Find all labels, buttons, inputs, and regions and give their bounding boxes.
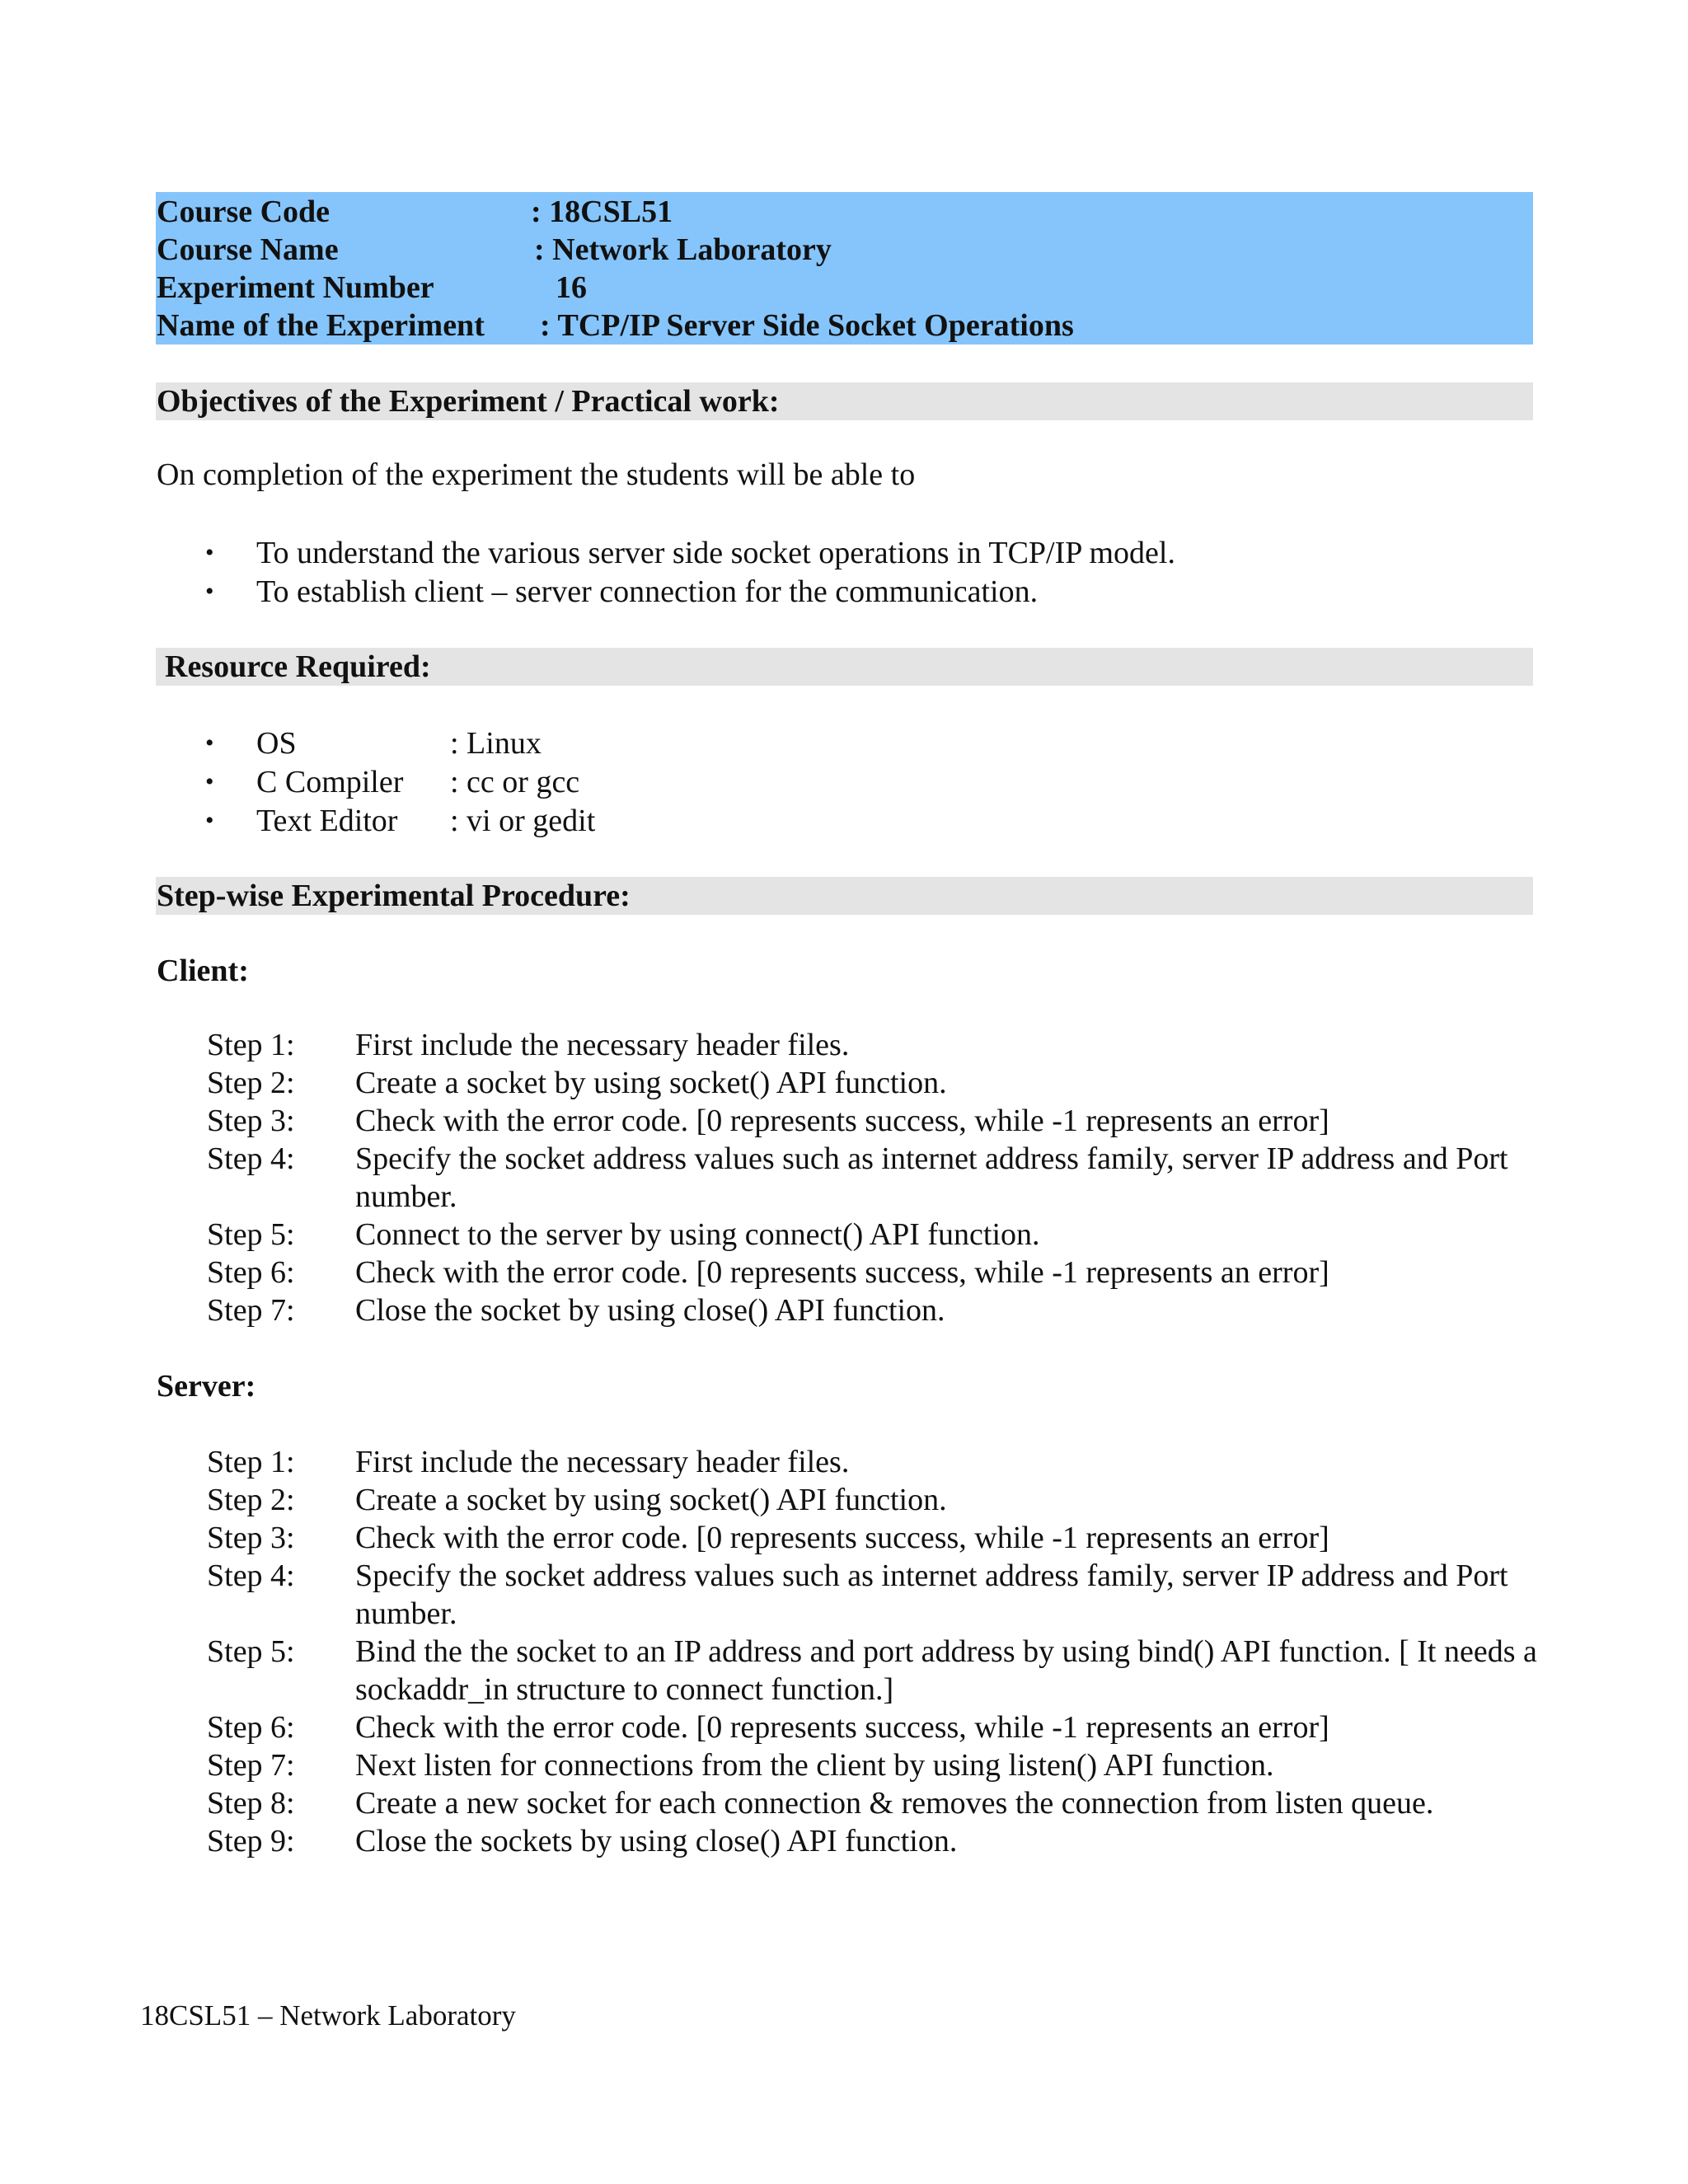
server-step-text: Bind the the socket to an IP address and port address by using bind() API function. [ It needs a sockaddr_in structure to connect function.] — [355, 1634, 1537, 1707]
client-step-label: Step 6: — [207, 1255, 295, 1290]
objective-item: To understand the various server side socket operations in TCP/IP model. — [256, 536, 1175, 570]
resources-title: Resource Required: — [165, 649, 431, 684]
resource-label: Text Editor — [256, 804, 398, 838]
resource-value: : cc or gcc — [450, 765, 580, 799]
server-step-label: Step 5: — [207, 1634, 295, 1669]
server-step-text: Check with the error code. [0 represents success, while -1 represents an error] — [355, 1710, 1329, 1745]
client-step-text: Close the socket by using close() API function. — [355, 1293, 945, 1328]
server-step-text: Create a socket by using socket() API function. — [355, 1483, 947, 1517]
server-step-label: Step 7: — [207, 1748, 295, 1783]
server-step-label: Step 1: — [207, 1445, 295, 1479]
course-code-label: Course Code — [157, 194, 331, 229]
bullet-icon: • — [205, 729, 214, 757]
bullet-icon: • — [205, 807, 214, 834]
client-step-label: Step 2: — [207, 1066, 295, 1100]
client-step-text: Check with the error code. [0 represents success, while -1 represents an error] — [355, 1104, 1329, 1138]
server-step-label: Step 3: — [207, 1521, 295, 1555]
client-step-label: Step 1: — [207, 1028, 295, 1062]
client-heading: Client: — [157, 954, 249, 988]
client-step-text: Connect to the server by using connect() API function. — [355, 1217, 1040, 1252]
experiment-number-label: Experiment Number — [157, 270, 434, 305]
course-name-value: : Network Laboratory — [534, 232, 832, 267]
client-step-label: Step 7: — [207, 1293, 295, 1328]
server-step-label: Step 8: — [207, 1786, 295, 1821]
server-step-label: Step 6: — [207, 1710, 295, 1745]
objectives-title: Objectives of the Experiment / Practical work: — [157, 384, 780, 419]
course-name-label: Course Name — [157, 232, 339, 267]
server-step-text: Next listen for connections from the client by using listen() API function. — [355, 1748, 1274, 1783]
resource-value: : Linux — [450, 726, 542, 761]
client-step-label: Step 4: — [207, 1141, 295, 1176]
server-step-text: Close the sockets by using close() API function. — [355, 1824, 958, 1858]
server-step-label: Step 9: — [207, 1824, 295, 1858]
client-step-label: Step 5: — [207, 1217, 295, 1252]
objective-item: To establish client – server connection for the communication. — [256, 574, 1039, 609]
client-step-text: First include the necessary header files. — [355, 1028, 850, 1062]
experiment-name-value: : TCP/IP Server Side Socket Operations — [540, 308, 1074, 343]
server-step-label: Step 4: — [207, 1558, 295, 1593]
bullet-icon: • — [205, 539, 214, 566]
experiment-name-label: Name of the Experiment — [157, 308, 485, 343]
server-step-text: Create a new socket for each connection & removes the connection from listen queue. — [355, 1786, 1434, 1821]
client-step-text: Create a socket by using socket() API function. — [355, 1066, 947, 1100]
resource-label: OS — [256, 726, 297, 761]
procedure-title: Step-wise Experimental Procedure: — [157, 879, 631, 913]
server-heading: Server: — [157, 1369, 256, 1404]
client-step-text: Specify the socket address values such as internet address family, server IP address and Port number. — [355, 1141, 1508, 1214]
bullet-icon: • — [205, 578, 214, 605]
resource-value: : vi or gedit — [450, 804, 596, 838]
server-step-text: First include the necessary header files. — [355, 1445, 850, 1479]
course-code-value: : 18CSL51 — [531, 194, 673, 229]
page-footer: 18CSL51 – Network Laboratory — [140, 1999, 516, 2032]
objectives-intro: On completion of the experiment the students will be able to — [157, 457, 916, 492]
resource-label: C Compiler — [256, 765, 404, 799]
bullet-icon: • — [205, 768, 214, 795]
server-step-text: Check with the error code. [0 represents success, while -1 represents an error] — [355, 1521, 1329, 1555]
experiment-number-value: 16 — [556, 270, 587, 305]
server-step-text: Specify the socket address values such as internet address family, server IP address and Port number. — [355, 1558, 1508, 1631]
server-step-label: Step 2: — [207, 1483, 295, 1517]
client-step-text: Check with the error code. [0 represents success, while -1 represents an error] — [355, 1255, 1329, 1290]
client-step-label: Step 3: — [207, 1104, 295, 1138]
